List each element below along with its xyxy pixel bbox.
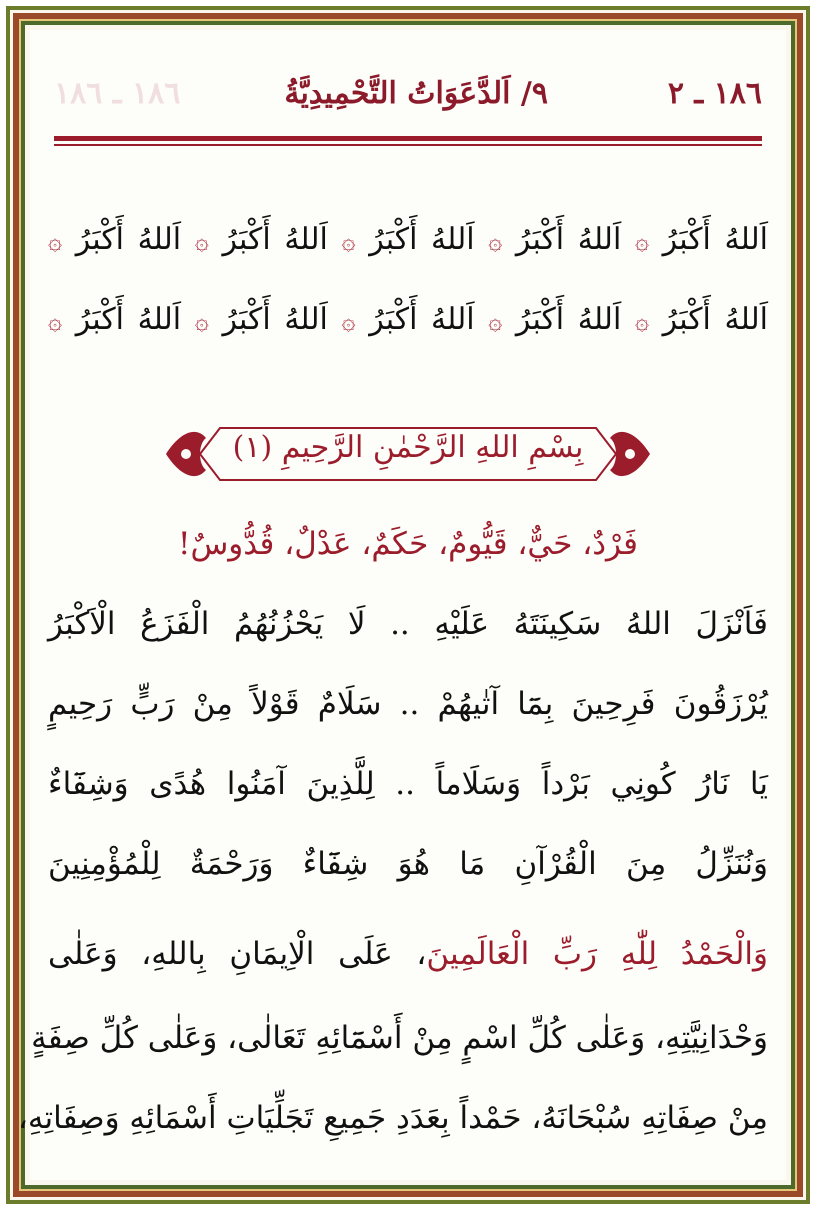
separator-star-icon: ۞ bbox=[488, 227, 503, 255]
takbir-line-1 bbox=[48, 222, 768, 272]
takbir-phrase: اَللهُ أَكْبَرُ bbox=[369, 302, 475, 337]
page-number: ١٨٦ ـ ٢ bbox=[667, 76, 762, 111]
header-rule-thick bbox=[54, 136, 762, 141]
footnote-number: (١) bbox=[232, 430, 273, 465]
body-line-7: مِنْ صِفَاتِهِ سُبْحَانَهُ، حَمْداً بِعَدَدِ جَمِيعِ تَجَلِّيَاتِ أَسْمَائِهِ وَصِفَاتِهِ، bbox=[17, 1100, 768, 1136]
separator-star-icon: ۞ bbox=[48, 307, 63, 335]
body-line-6: وَحْدَانِيَّتِهِ، وَعَلٰى كُلِّ اسْمٍ مِنْ أَسْمَٓائِهِ تَعَالٰى، وَعَلٰى كُلِّ صِفَةٍ bbox=[31, 1020, 768, 1056]
separator-star-icon: ۞ bbox=[48, 227, 63, 255]
body-line-4: وَنُنَزِّلُ مِنَ الْقُرْآنِ مَا هُوَ شِفَٓاءٌ وَرَحْمَةٌ لِلْمُؤْمِنِينَ bbox=[48, 846, 768, 882]
hamd-phrase: وَالْحَمْدُ لِلّٰهِ رَبِّ الْعَالَمِينَ bbox=[426, 936, 768, 972]
takbir-phrase: اَللهُ أَكْبَرُ bbox=[75, 302, 182, 337]
takbir-phrase: اَللهُ أَكْبَرُ bbox=[222, 222, 328, 257]
body-line-5-rest: ، عَلَى الْاِيمَانِ بِاللهِ، وَعَلٰى bbox=[48, 936, 427, 972]
page-header bbox=[48, 74, 768, 130]
takbir-line-2 bbox=[48, 302, 768, 352]
header-rule-thin bbox=[54, 144, 762, 146]
basmala-ornament bbox=[160, 408, 656, 500]
takbir-phrase: اَللهُ أَكْبَرُ bbox=[515, 302, 622, 337]
takbir-phrase: اَللهُ أَكْبَرُ bbox=[75, 222, 182, 257]
separator-star-icon: ۞ bbox=[634, 227, 649, 255]
separator-star-icon: ۞ bbox=[341, 227, 356, 255]
takbir-phrase: اَللهُ أَكْبَرُ bbox=[662, 222, 769, 257]
takbir-phrase: اَللهُ أَكْبَرُ bbox=[369, 222, 475, 257]
takbir-phrase: اَللهُ أَكْبَرُ bbox=[222, 302, 328, 337]
takbir-phrase: اَللهُ أَكْبَرُ bbox=[515, 222, 622, 257]
separator-star-icon: ۞ bbox=[194, 227, 209, 255]
separator-star-icon: ۞ bbox=[488, 307, 503, 335]
divine-names-line: فَرْدٌ، حَيٌّ، قَيُّومٌ، حَكَمٌ، عَدْلٌ، قُدُّوسٌ! bbox=[178, 526, 638, 562]
basmala-phrase: بِسْمِ اللهِ الرَّحْمٰنِ الرَّحِيمِ bbox=[281, 430, 584, 465]
body-line-1: فَاَنْزَلَ اللهُ سَكِينَتَهُ عَلَيْهِ .. لَا يَحْزُنُهُمُ الْفَزَعُ الْاَكْبَرُ bbox=[48, 606, 768, 642]
separator-star-icon: ۞ bbox=[634, 307, 649, 335]
basmala-text bbox=[220, 430, 596, 465]
chapter-title: ٩/ اَلدَّعَوَاتُ التَّحْمِيدِيَّةُ bbox=[284, 76, 548, 111]
body-line-3: يَا نَارُ كُونِي بَرْداً وَسَلَاماً .. لِلَّذِينَ آمَنُوا هُدًى وَشِفَٓاءٌ bbox=[48, 766, 768, 802]
separator-star-icon: ۞ bbox=[194, 307, 209, 335]
separator-star-icon: ۞ bbox=[341, 307, 356, 335]
body-line-2: يُرْزَقُونَ فَرِحِينَ بِمَٓا آتٰيهُمْ .. سَلَامٌ قَوْلاً مِنْ رَبٍّ رَحِيمٍ bbox=[48, 686, 768, 722]
takbir-phrase: اَللهُ أَكْبَرُ bbox=[662, 302, 769, 337]
page-content bbox=[17, 30, 786, 1180]
body-line-5 bbox=[48, 936, 768, 994]
ghost-page-number: ١٨٦ ـ ١٨٦ bbox=[54, 76, 181, 111]
